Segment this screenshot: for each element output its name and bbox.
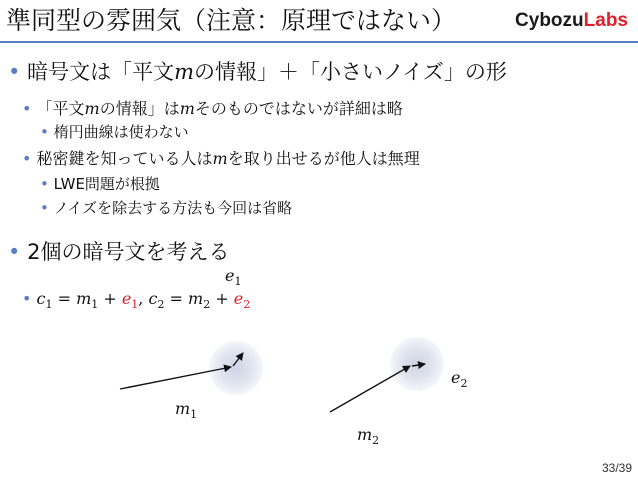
slide-title: 準同型の雰囲気（注意：原理ではない）: [6, 6, 457, 35]
logo-text-cybozu: Cybozu: [515, 10, 584, 31]
bullet-text: を取り出せるが他人は無理: [227, 149, 420, 168]
math-m: m: [174, 60, 194, 84]
logo-text-labs: Labs: [583, 10, 628, 31]
bullet-text: の情報」＋「小さいノイズ」の形: [194, 60, 507, 84]
page-number: 33/39: [601, 461, 632, 475]
bullet-text: 暗号文は「平文: [27, 60, 175, 84]
bullet-text: 「平文: [36, 99, 85, 118]
equation: $c_1 = m_1 + e_1$, $c_2 = m_2 + e_2$: [36, 289, 251, 312]
bullet-text: ノイズを除去する方法も今回は省略: [53, 199, 293, 217]
label-e2: $e_2$: [451, 368, 468, 391]
bullet-dot: •: [22, 99, 32, 118]
math-m: m: [84, 99, 100, 118]
bullet-dot: •: [40, 199, 49, 217]
label-m2: $m_2$: [357, 425, 380, 448]
bullet-dot: •: [40, 123, 49, 141]
bullet-text: 秘密鍵を知っている人は: [36, 149, 213, 168]
math-m: m: [179, 99, 195, 118]
noise-ball-2: [390, 337, 444, 391]
math-m: m: [212, 149, 228, 168]
bullet-dot: •: [40, 175, 49, 193]
bullet-text: そのものではないが詳細は略: [194, 99, 403, 118]
label-e1: $e_1$: [225, 266, 242, 289]
bullet-text: 2個の暗号文を考える: [27, 240, 230, 264]
bullet-text: の情報」は: [99, 99, 180, 118]
bullet-text: 楕円曲線は使わない: [53, 123, 189, 141]
bullet-dot: •: [22, 289, 32, 308]
bullet-text: LWE問題が根拠: [53, 175, 160, 193]
label-m1: $m_1$: [175, 399, 198, 422]
vector-m2-arrow: [330, 366, 410, 412]
bullet-dot: •: [8, 240, 21, 264]
noise-ball-1: [209, 341, 263, 395]
bullet-dot: •: [22, 149, 32, 168]
bullet-dot: •: [8, 60, 21, 84]
